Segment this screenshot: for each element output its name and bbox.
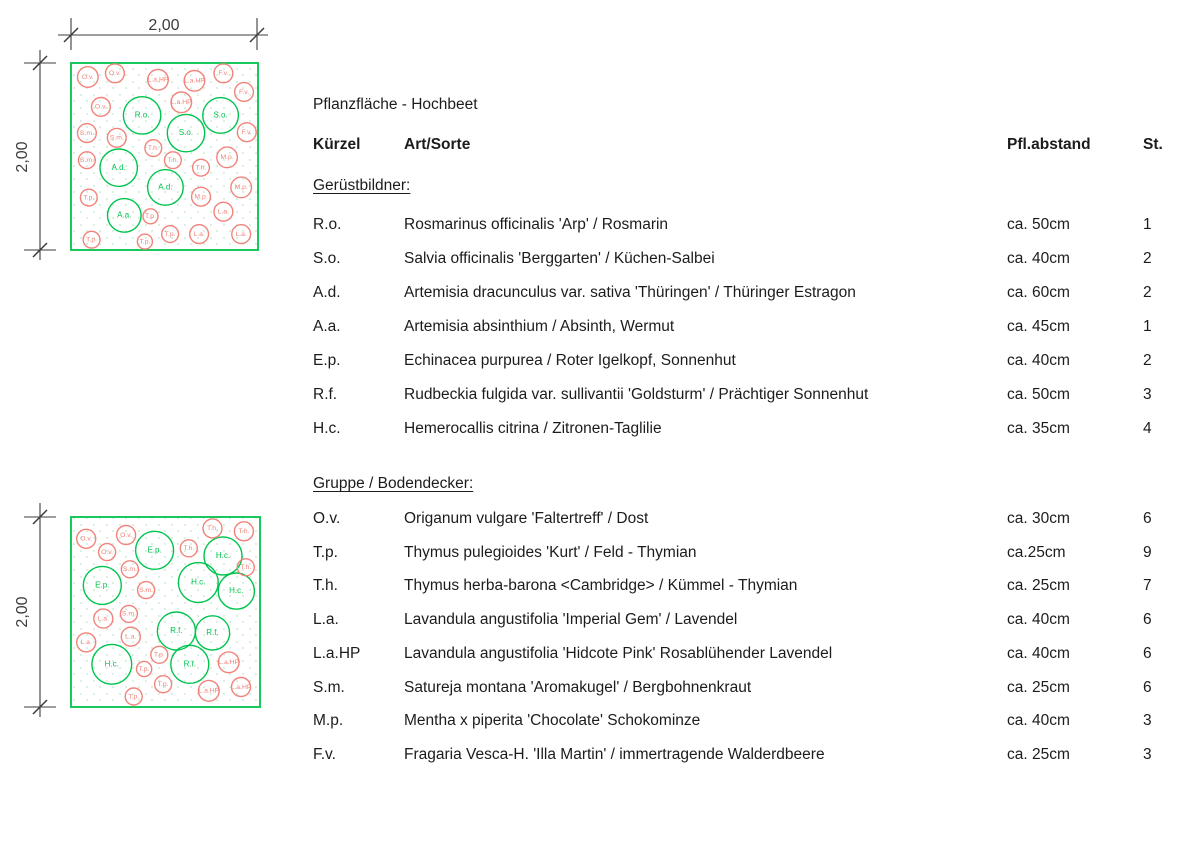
plant-label: T.p. bbox=[138, 665, 150, 673]
cell-kuerzel: R.f. bbox=[313, 386, 338, 403]
table-row bbox=[313, 385, 1183, 419]
plant-label: O.v. bbox=[81, 73, 94, 81]
cell-stueck: 2 bbox=[1143, 284, 1152, 301]
cell-stueck: 2 bbox=[1143, 352, 1152, 369]
plant-label: L.a.HP bbox=[147, 76, 169, 84]
cell-art: Artemisia absinthium / Absinth, Wermut bbox=[404, 318, 675, 335]
cell-abstand: ca. 40cm bbox=[1007, 250, 1070, 267]
cell-stueck: 4 bbox=[1143, 420, 1152, 437]
plant-label: T.p. bbox=[128, 693, 140, 701]
table-row bbox=[313, 249, 1183, 283]
plant-label: L.a. bbox=[97, 615, 109, 623]
cell-art: Lavandula angustifolia 'Imperial Gem' / Lavendel bbox=[404, 611, 738, 629]
cell-kuerzel: O.v. bbox=[313, 510, 341, 527]
cell-kuerzel: A.a. bbox=[313, 318, 341, 335]
cell-art: Rudbeckia fulgida var. sullivantii 'Goldsturm' / Prächtiger Sonnenhut bbox=[404, 386, 869, 403]
plant-label: A.d. bbox=[158, 182, 173, 192]
cell-art: Rosmarinus officinalis 'Arp' / Rosmarin bbox=[404, 216, 669, 233]
table-row bbox=[313, 283, 1183, 317]
cell-abstand: ca. 40cm bbox=[1007, 644, 1070, 662]
cell-stueck: 2 bbox=[1143, 250, 1152, 267]
cell-abstand: ca. 25cm bbox=[1007, 678, 1070, 696]
header-kuerzel: Kürzel bbox=[313, 136, 361, 153]
cell-kuerzel: T.h. bbox=[313, 577, 338, 595]
cell-abstand: ca. 40cm bbox=[1007, 611, 1070, 629]
plant-label: T.h. bbox=[147, 144, 159, 152]
plant-label: T.p. bbox=[153, 651, 165, 659]
section-geruestbildner-rows bbox=[313, 215, 1183, 453]
cell-abstand: ca. 35cm bbox=[1007, 420, 1070, 437]
plant-label: L.a. bbox=[80, 639, 92, 647]
cell-kuerzel: E.p. bbox=[313, 352, 341, 369]
plant-label: T.p. bbox=[164, 230, 176, 238]
table-row bbox=[313, 644, 1183, 678]
plant-label: H.c. bbox=[191, 577, 206, 587]
plant-label: E.p. bbox=[95, 580, 110, 590]
cell-stueck: 6 bbox=[1143, 510, 1152, 527]
cell-abstand: ca. 45cm bbox=[1007, 318, 1070, 335]
cell-stueck: 6 bbox=[1143, 678, 1152, 696]
cell-kuerzel: R.o. bbox=[313, 216, 342, 233]
cell-abstand: ca. 40cm bbox=[1007, 352, 1070, 369]
plant-label: O.v. bbox=[101, 548, 114, 556]
bed2-height-label: 2,00 bbox=[14, 596, 31, 628]
cell-art: Hemerocallis citrina / Zitronen-Taglilie bbox=[404, 420, 662, 437]
plant-label: L.a.HP bbox=[184, 77, 205, 85]
cell-art: Origanum vulgare 'Faltertreff' / Dost bbox=[404, 510, 649, 527]
plant-label: H.c. bbox=[104, 659, 119, 669]
cell-abstand: ca. 25cm bbox=[1007, 746, 1070, 764]
cell-art: Satureja montana 'Aromakugel' / Bergbohnenkraut bbox=[404, 678, 752, 696]
cell-art: Echinacea purpurea / Roter Igelkopf, Sonnenhut bbox=[404, 352, 736, 369]
plant-label: A.a. bbox=[117, 210, 132, 220]
header-pflabstand: Pfl.abstand bbox=[1007, 136, 1091, 153]
cell-abstand: ca.25cm bbox=[1007, 543, 1066, 561]
plant-label: H.c. bbox=[215, 551, 231, 561]
cell-abstand: ca. 60cm bbox=[1007, 284, 1070, 301]
table-row bbox=[313, 351, 1183, 385]
cell-art: Thymus herba-barona <Cambridge> / Kümmel - Thymian bbox=[404, 577, 798, 595]
plant-label: T.p. bbox=[86, 236, 98, 244]
table-row bbox=[313, 678, 1183, 712]
plant-label: L.a.HP bbox=[198, 687, 220, 695]
cell-stueck: 3 bbox=[1143, 712, 1152, 730]
cell-kuerzel: L.a. bbox=[313, 611, 339, 629]
plant-label: T.h. bbox=[240, 564, 252, 572]
plant-label: T.h. bbox=[167, 156, 179, 164]
dim-tick bbox=[64, 18, 78, 50]
cell-kuerzel: S.m. bbox=[313, 678, 345, 696]
cell-kuerzel: T.p. bbox=[313, 543, 338, 561]
plant-label: T.p. bbox=[145, 213, 156, 221]
bed1-planting-diagram bbox=[0, 0, 280, 262]
plant-label: L.a. bbox=[235, 230, 247, 238]
table-row bbox=[313, 419, 1183, 453]
plant-label: L.a. bbox=[217, 208, 230, 216]
cell-stueck: 9 bbox=[1143, 543, 1152, 561]
plant-label: T.p. bbox=[157, 680, 169, 688]
plant-label: R.f. bbox=[206, 628, 219, 638]
plant-label: L.a.HP bbox=[218, 659, 240, 667]
cell-art: Fragaria Vesca-H. 'Illa Martin' / immertragende Walderdbeere bbox=[404, 746, 825, 764]
plant-label: S.m. bbox=[139, 586, 154, 594]
cell-stueck: 3 bbox=[1143, 386, 1152, 403]
table-row bbox=[313, 610, 1183, 644]
bed1-height-dimension bbox=[14, 50, 56, 260]
plant-label: M.p. bbox=[194, 193, 208, 201]
plant-label: F.v. bbox=[218, 70, 229, 78]
plant-label: T.h. bbox=[183, 545, 195, 553]
cell-abstand: ca. 30cm bbox=[1007, 510, 1070, 527]
dim-tick bbox=[250, 18, 264, 50]
section-bodendecker-rows bbox=[313, 509, 1183, 779]
plant-label: L.a. bbox=[125, 633, 137, 641]
plant-label: O.v. bbox=[108, 70, 121, 78]
section-heading-geruestbildner: Gerüstbildner: bbox=[313, 177, 411, 194]
cell-kuerzel: A.d. bbox=[313, 284, 341, 301]
plant-label: A.d. bbox=[111, 162, 126, 172]
bed2-speckle-fill bbox=[71, 517, 260, 707]
table-row bbox=[313, 317, 1183, 351]
plant-label: T.p. bbox=[83, 194, 95, 202]
cell-kuerzel: H.c. bbox=[313, 420, 341, 437]
plant-label: L.a.HP bbox=[230, 683, 252, 691]
plant-label: R.f. bbox=[183, 659, 197, 669]
plant-label: T.p. bbox=[139, 238, 151, 246]
bed1-width-label: 2,00 bbox=[148, 17, 180, 34]
table-row bbox=[313, 543, 1183, 577]
section-heading-bodendecker: Gruppe / Bodendecker: bbox=[313, 475, 474, 492]
plant-label: S.m. bbox=[79, 129, 94, 137]
cell-art: Thymus pulegioides 'Kurt' / Feld - Thymian bbox=[404, 543, 697, 561]
bed1-width-dimension bbox=[58, 17, 268, 50]
table-row bbox=[313, 576, 1183, 610]
plant-label: T.h. bbox=[207, 525, 218, 533]
plant-label: L.a. bbox=[193, 230, 205, 238]
cell-art: Mentha x piperita 'Chocolate' Schokominze bbox=[404, 712, 701, 730]
bed1-height-label: 2,00 bbox=[14, 141, 31, 173]
cell-stueck: 6 bbox=[1143, 611, 1152, 629]
cell-kuerzel: F.v. bbox=[313, 746, 336, 764]
page-title: Pflanzfläche - Hochbeet bbox=[313, 96, 478, 113]
header-stueck: St. bbox=[1143, 136, 1163, 153]
plant-label: S.o. bbox=[178, 128, 194, 138]
table-row bbox=[313, 745, 1183, 779]
plant-label: F.v. bbox=[241, 128, 252, 136]
plant-label: S.m. bbox=[121, 610, 136, 618]
table-header bbox=[313, 135, 1183, 155]
plant-label: S.m. bbox=[122, 566, 137, 574]
cell-abstand: ca. 50cm bbox=[1007, 216, 1070, 233]
plant-label: T.h. bbox=[238, 528, 250, 536]
cell-stueck: 6 bbox=[1143, 644, 1152, 662]
plant-label: O.v. bbox=[80, 535, 93, 543]
plant-label: F.v. bbox=[238, 88, 250, 96]
plant-label: L.a.HP bbox=[170, 99, 192, 107]
cell-art: Lavandula angustifolia 'Hidcote Pink' Rosablühender Lavendel bbox=[404, 644, 833, 662]
plant-label: M.p. bbox=[220, 154, 234, 162]
header-art-sorte: Art/Sorte bbox=[404, 136, 471, 153]
cell-abstand: ca. 40cm bbox=[1007, 712, 1070, 730]
plant-label: R.o. bbox=[134, 110, 150, 120]
cell-abstand: ca. 50cm bbox=[1007, 386, 1070, 403]
table-row bbox=[313, 711, 1183, 745]
plant-label: O.v. bbox=[120, 531, 133, 539]
plant-label: E.p. bbox=[147, 545, 162, 555]
plant-label: M.p. bbox=[234, 184, 248, 192]
bed2-planting-diagram bbox=[0, 495, 280, 720]
cell-kuerzel: S.o. bbox=[313, 250, 341, 267]
plant-label: H.c. bbox=[229, 586, 244, 596]
table-row bbox=[313, 215, 1183, 249]
cell-stueck: 7 bbox=[1143, 577, 1152, 595]
cell-art: Salvia officinalis 'Berggarten' / Küchen-Salbei bbox=[404, 250, 715, 267]
cell-stueck: 3 bbox=[1143, 746, 1152, 764]
plant-label: S.o. bbox=[213, 110, 228, 120]
bed2-height-dimension bbox=[14, 503, 56, 717]
cell-art: Artemisia dracunculus var. sativa 'Thüringen' / Thüringer Estragon bbox=[404, 284, 856, 301]
plant-label: S.m. bbox=[79, 156, 94, 164]
plant-label: T.h. bbox=[195, 164, 207, 172]
cell-kuerzel: M.p. bbox=[313, 712, 344, 730]
cell-kuerzel: L.a.HP bbox=[313, 644, 361, 662]
cell-stueck: 1 bbox=[1143, 318, 1152, 335]
cell-stueck: 1 bbox=[1143, 216, 1152, 233]
plant-label: S.m. bbox=[109, 134, 124, 142]
plant-label: R.f. bbox=[170, 626, 183, 636]
plant-label: O.v. bbox=[94, 103, 107, 111]
table-row bbox=[313, 509, 1183, 543]
cell-abstand: ca. 25cm bbox=[1007, 577, 1070, 595]
